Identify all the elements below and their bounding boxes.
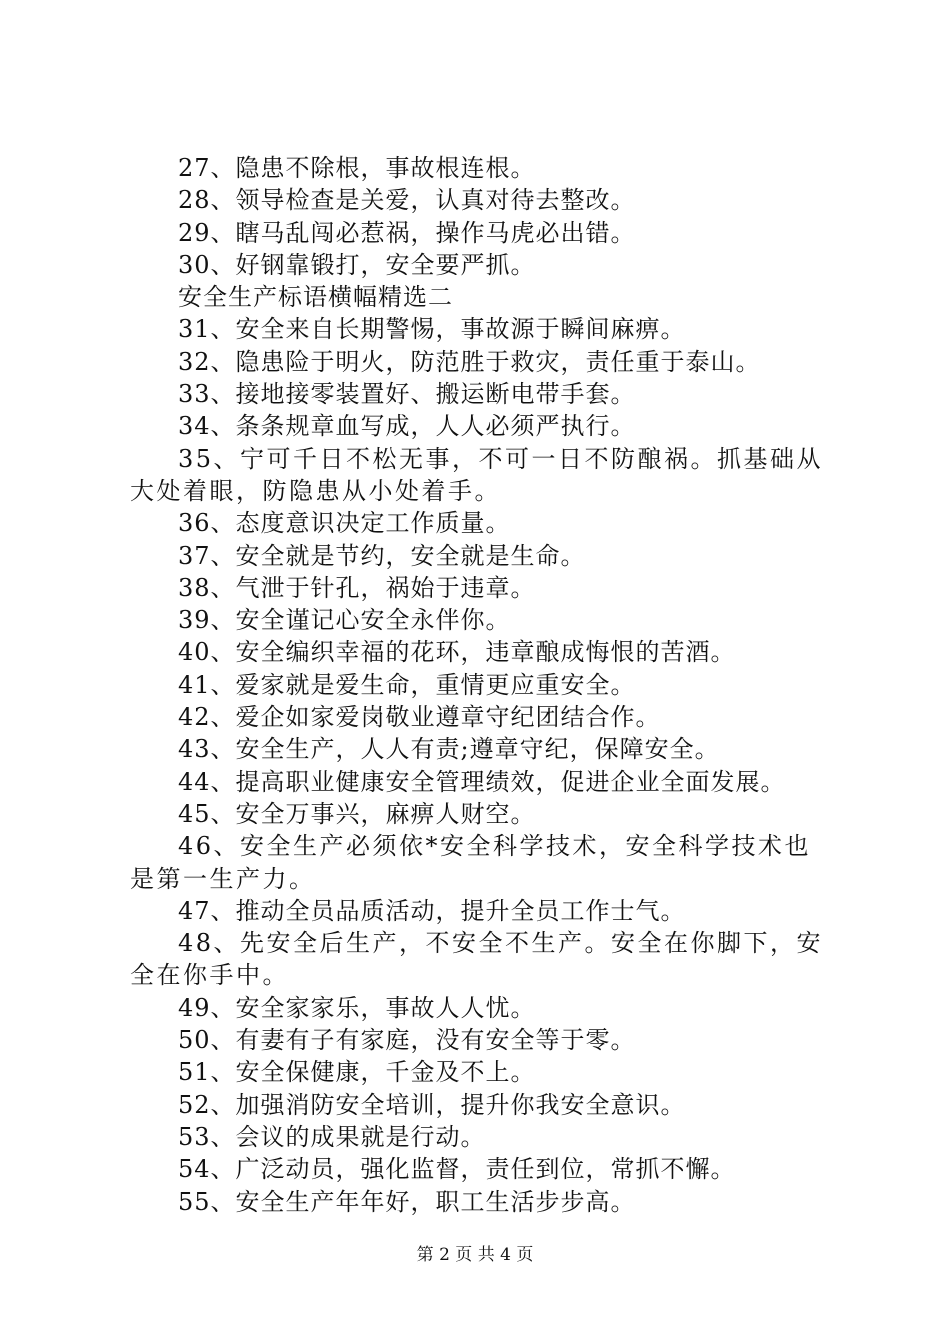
text-line: 49、安全家家乐，事故人人忧。 [178, 993, 536, 1022]
text-line: 41、爱家就是爱生命，重情更应重安全。 [178, 670, 636, 699]
text-line: 44、提高职业健康安全管理绩效，促进企业全面发展。 [178, 767, 786, 796]
text-line: 43、安全生产，人人有责;遵章守纪，保障安全。 [178, 735, 720, 764]
text-line: 33、接地接零装置好、搬运断电带手套。 [178, 380, 636, 409]
text-line: 38、气泄于针孔，祸始于违章。 [178, 573, 536, 602]
text-line: 45、安全万事兴，麻痹人财空。 [178, 799, 536, 828]
text-line: 32、隐患险于明火，防范胜于救灾，责任重于泰山。 [178, 347, 761, 376]
text-line: 53、会议的成果就是行动。 [178, 1122, 486, 1151]
text-line: 27、隐患不除根，事故根连根。 [178, 154, 536, 182]
text-line: 55、安全生产年年好，职工生活步步高。 [178, 1187, 636, 1216]
slogan-list [130, 152, 835, 1218]
text-line: 52、加强消防安全培训，提升你我安全意识。 [178, 1090, 686, 1119]
text-line: 54、广泛动员，强化监督，责任到位，常抓不懈。 [178, 1155, 736, 1184]
text-line: 28、领导检查是关爱，认真对待去整改。 [178, 186, 636, 215]
page-footer: 第 2 页 共 4 页 [416, 1245, 534, 1265]
text-line: 29、瞎马乱闯必惹祸，操作马虎必出错。 [178, 218, 636, 247]
text-line: 30、好钢靠锻打，安全要严抓。 [178, 250, 536, 279]
text-line: 36、态度意识决定工作质量。 [178, 509, 511, 538]
text-line: 40、安全编织幸福的花环，违章酿成悔恨的苦酒。 [178, 638, 736, 667]
text-line: 34、条条规章血写成，人人必须严执行。 [178, 412, 636, 441]
section-heading: 安全生产标语横幅精选二 [178, 283, 453, 312]
text-line: 47、推动全员品质活动，提升全员工作士气。 [178, 896, 686, 925]
text-line: 39、安全谨记心安全永伴你。 [178, 606, 511, 635]
text-line: 35、宁可千日不松无事，不可一日不防酿祸。抓基础从大处着眼，防隐患从小处着手。 [130, 444, 824, 505]
text-line: 51、安全保健康，千金及不上。 [178, 1058, 536, 1087]
text-line: 31、安全来自长期警惕，事故源于瞬间麻痹。 [178, 315, 686, 344]
text-line: 46、安全生产必须依*安全科学技术，安全科学技术也是第一生产力。 [130, 832, 812, 893]
text-line: 50、有妻有子有家庭，没有安全等于零。 [178, 1026, 636, 1055]
text-line: 37、安全就是节约，安全就是生命。 [178, 541, 586, 570]
text-line: 42、爱企如家爱岗敬业遵章守纪团结合作。 [178, 703, 661, 732]
text-line: 48、先安全后生产，不安全不生产。安全在你脚下，安全在你手中。 [130, 929, 824, 990]
